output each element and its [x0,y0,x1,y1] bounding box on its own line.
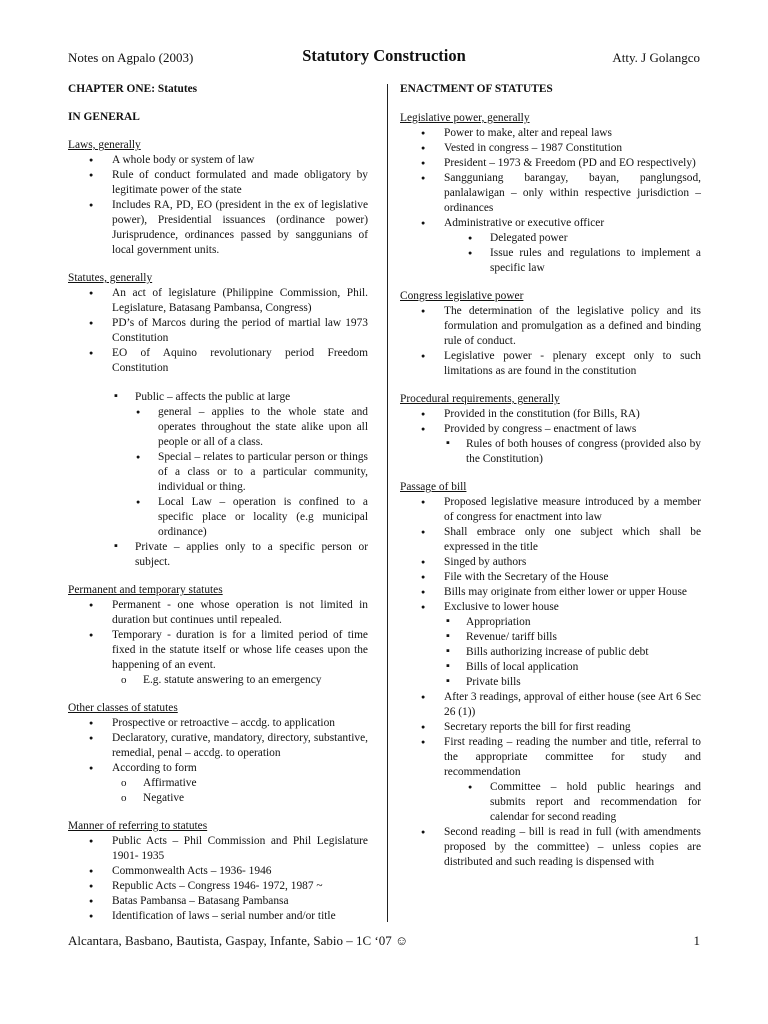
list-item: ● Exclusive to lower house [400,600,701,615]
list-item: ● Commonwealth Acts – 1936- 1946 [68,864,368,879]
list-item: ● Prospective or retroactive – accdg. to application [68,716,368,731]
list-item: ● Permanent - one whose operation is not limited in duration but continues until repealed. [68,598,368,628]
page-number: 1 [693,933,700,948]
list-item: ● Local Law – operation is confined to a specific place or locality (e.g municipal ordinance) [136,495,368,540]
list-item: ● After 3 readings, approval of either house (see Art 6 Sec 26 (1)) [400,690,701,720]
list-item: ● Bills may originate from either lower or upper House [400,585,701,600]
public-list [68,390,368,405]
form-list [68,776,368,806]
list-item: o Negative [121,791,368,806]
list-item: ● Power to make, alter and repeal laws [400,126,701,141]
list-item: ● Includes RA, PD, EO (president in the ex of legislative power), Presidential issuances (ordinance power) Jurisprudence, ordinances passed by sanggunians of local government units. [68,198,368,258]
list-item: ● Batas Pambansa – Batasang Pambansa [68,894,368,909]
list-item: ● Identification of laws – serial number and/or title [68,909,368,924]
subheading-manner: Manner of referring to statutes [68,820,208,832]
right-column [400,82,701,870]
chapter-heading: CHAPTER ONE: Statutes [68,83,198,95]
passage-list-continued [400,690,701,780]
legislative-power-list [400,126,701,231]
list-item: ● Sangguniang barangay, bayan, panglungsod, panlalawigan – only within respective jurisdiction – ordinances [400,171,701,216]
column-divider [387,84,388,922]
list-item: ● general – applies to the whole state and operates throughout the state alike upon all people or all of a class. [136,405,368,450]
subheading-congress-power: Congress legislative power [400,290,524,302]
list-item: ● Issue rules and regulations to implement a specific law [468,246,701,276]
document-title: Statutory Construction [302,46,466,65]
statutes-list [68,286,368,376]
subheading-statutes: Statutes, generally [68,272,153,284]
list-item: ● File with the Secretary of the House [400,570,701,585]
list-item: ● First reading – reading the number and title, referral to the appropriate committee for study and recommendation [400,735,701,780]
list-item: ● Temporary - duration is for a limited period of time fixed in the statute itself or whose life ceases upon the happening of an event. [68,628,368,673]
list-item: ● Provided by congress – enactment of laws [400,422,701,437]
procedural-sub-list [400,437,701,467]
permanent-example-list [68,673,368,688]
header-source: Notes on Agpalo (2003) [68,50,194,65]
list-item: ● Committee – hold public hearings and submits report and recommendation for calendar for second reading [468,780,701,825]
list-item: ▪ Private – applies only to a specific person or subject. [114,540,368,570]
list-item: ▪ Public – affects the public at large [114,390,368,405]
manner-list [68,834,368,924]
list-item: ● Proposed legislative measure introduced by a member of congress for enactment into law [400,495,701,525]
list-item: ● Provided in the constitution (for Bills, RA) [400,407,701,422]
list-item: ● Public Acts – Phil Commission and Phil Legislature 1901- 1935 [68,834,368,864]
other-classes-list [68,716,368,776]
list-item: ● Special – relates to particular person or things of a class or to a particular community, individual or thing. [136,450,368,495]
list-item: ● Administrative or executive officer [400,216,701,231]
list-item: ● Vested in congress – 1987 Constitution [400,141,701,156]
list-item: o E.g. statute answering to an emergency [121,673,368,688]
section-heading: IN GENERAL [68,111,140,123]
list-item: ● Rule of conduct formulated and made obligatory by legitimate power of the state [68,168,368,198]
list-item: ● Declaratory, curative, mandatory, directory, substantive, remedial, penal – accdg. to operation [68,731,368,761]
admin-sub-list [400,231,701,276]
lower-house-list [400,615,701,690]
list-item: ● Legislative power - plenary except only to such limitations as are found in the constitution [400,349,701,379]
list-item: ▪ Private bills [446,675,701,690]
subheading-procedural: Procedural requirements, generally [400,393,560,405]
list-item: ● Singed by authors [400,555,701,570]
header-author: Atty. J Golangco [612,50,700,65]
list-item: ● EO of Aquino revolutionary period Freedom Constitution [68,346,368,376]
subheading-laws: Laws, generally [68,139,141,151]
list-item: ● Republic Acts – Congress 1946- 1972, 1987 ~ [68,879,368,894]
list-item: ● Shall embrace only one subject which shall be expressed in the title [400,525,701,555]
footer-authors: Alcantara, Basbano, Bautista, Gaspay, Infante, Sabio – 1C ‘07 ☺ [68,933,409,948]
passage-list-second-reading [400,825,701,870]
private-list [68,540,368,570]
list-item: ▪ Bills authorizing increase of public debt [446,645,701,660]
list-item: ▪ Rules of both houses of congress (provided also by the Constitution) [446,437,701,467]
list-item: ▪ Revenue/ tariff bills [446,630,701,645]
passage-list [400,495,701,615]
list-item: ▪ Appropriation [446,615,701,630]
laws-list [68,153,368,258]
subheading-other-classes: Other classes of statutes [68,702,178,714]
list-item: ● An act of legislature (Philippine Commission, Phil. Legislature, Batasang Pambansa, Congress) [68,286,368,316]
page-header [68,48,700,68]
subheading-permanent: Permanent and temporary statutes [68,584,223,596]
list-item: ● The determination of the legislative policy and its formulation and promulgation as a defined and binding rule of conduct. [400,304,701,349]
list-item: ● Delegated power [468,231,701,246]
left-column [68,82,368,924]
list-item: ● Secretary reports the bill for first reading [400,720,701,735]
congress-power-list [400,304,701,379]
list-item: ● According to form [68,761,368,776]
public-sub-list [68,405,368,540]
list-item: ▪ Bills of local application [446,660,701,675]
chapter-heading: ENACTMENT OF STATUTES [400,83,553,95]
subheading-passage-of-bill: Passage of bill [400,481,467,493]
procedural-list [400,407,701,437]
permanent-list [68,598,368,673]
list-item: ● A whole body or system of law [68,153,368,168]
list-item: ● President – 1973 & Freedom (PD and EO respectively) [400,156,701,171]
list-item: ● Second reading – bill is read in full (with amendments proposed by the committee) – unless copies are distributed and such reading is dispensed with [400,825,701,870]
list-item: ● PD’s of Marcos during the period of martial law 1973 Constitution [68,316,368,346]
list-item: o Affirmative [121,776,368,791]
subheading-legislative-power: Legislative power, generally [400,112,530,124]
committee-sub-list [400,780,701,825]
